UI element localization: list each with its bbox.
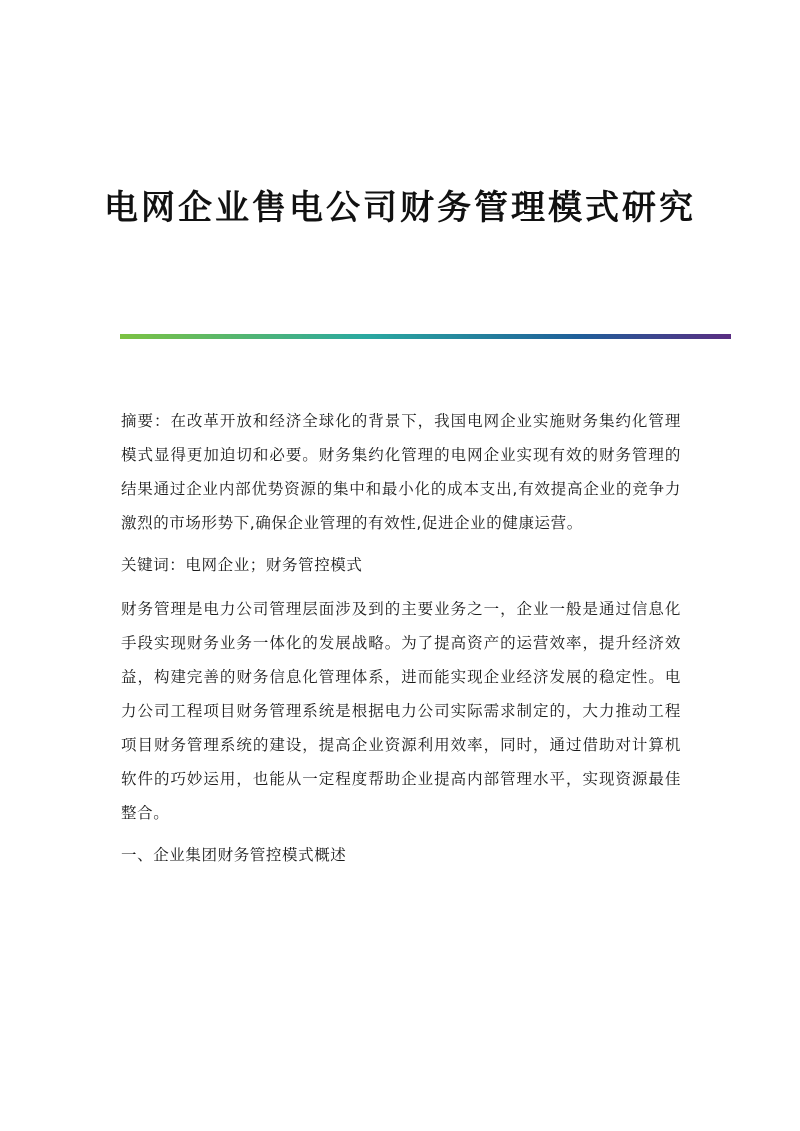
- keywords-line: 关键词：电网企业；财务管控模式: [121, 556, 363, 574]
- abstract-paragraph: 摘要：在改革开放和经济全球化的背景下，我国电网企业实施财务集约化管理模式显得更加迫切和必要。财务集约化管理的电网企业实现有效的财务管理的结果通过企业内部优势资源的集中和最小化的成本支出,有效提高企业的竞争力激烈的市场形势下,确保企业管理的有效性,促进企业的健康运营。: [121, 412, 681, 532]
- document-title: 电网企业售电公司财务管理模式研究: [104, 188, 696, 228]
- document-body: [121, 404, 681, 872]
- section-heading: 一、企业集团财务管控模式概述: [121, 846, 347, 864]
- gradient-divider: [120, 334, 731, 339]
- intro-paragraph: 财务管理是电力公司管理层面涉及到的主要业务之一，企业一般是通过信息化手段实现财务业务一体化的发展战略。为了提高资产的运营效率，提升经济效益，构建完善的财务信息化管理体系，进而能实现企业经济发展的稳定性。电力公司工程项目财务管理系统是根据电力公司实际需求制定的，大力推动工程项目财务管理系统的建设，提高企业资源利用效率，同时，通过借助对计算机软件的巧妙运用，也能从一定程度帮助企业提高内部管理水平，实现资源最佳整合。: [121, 600, 681, 822]
